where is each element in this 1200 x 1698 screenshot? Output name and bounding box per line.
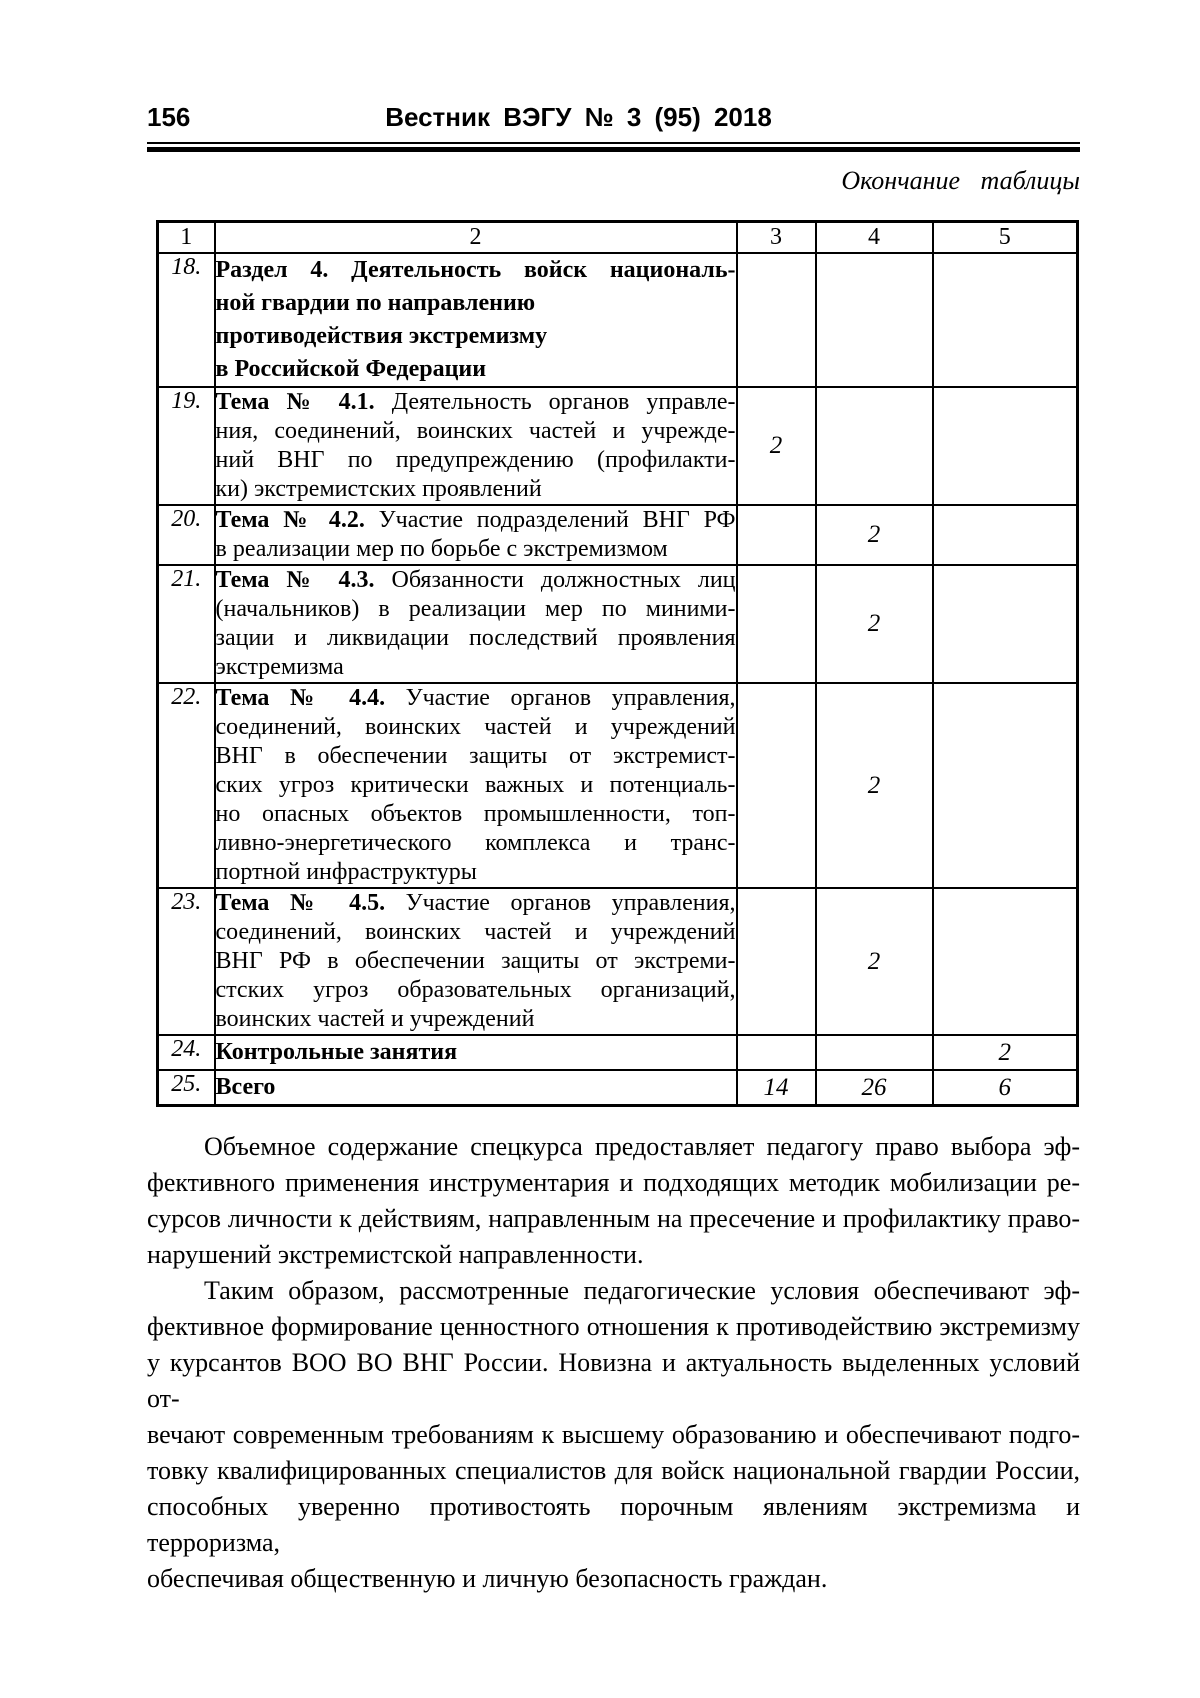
text-line: ВНГ РФ в обеспечении защиты от экстреми- <box>215 948 736 974</box>
page-content <box>147 100 1080 1597</box>
text-line: нарушений экстремистской направленности. <box>147 1240 644 1269</box>
text-line: Тема № 4.5. Участие органов управления, <box>215 890 736 916</box>
text-line: сурсов личности к действиям, направленным на пресечение и профилактику право- <box>147 1204 1080 1233</box>
text-line: противодействия экстремизму <box>215 323 548 349</box>
row-number-cell: 20. <box>158 505 215 565</box>
text-line: Тема № 4.1. Деятельность органов управле- <box>215 389 736 415</box>
text-line: в реализации мер по борьбе с экстремизмом <box>215 536 668 562</box>
hours-cell <box>737 683 816 888</box>
text-line: ки) экстремистских проявлений <box>215 476 542 502</box>
hours-cell <box>737 888 816 1035</box>
table-caption: Окончание таблицы <box>841 166 1080 195</box>
article-body <box>147 1129 1080 1597</box>
hours-cell <box>737 253 816 387</box>
hours-cell: 2 <box>816 565 933 683</box>
topic-cell <box>215 387 737 505</box>
hours-cell <box>816 253 933 387</box>
topic-cell <box>215 565 737 683</box>
table-row <box>158 888 1078 1035</box>
table-body <box>158 253 1078 1106</box>
text-line: соединений, воинских частей и учреждений <box>215 714 736 740</box>
text-line: ния, соединений, воинских частей и учрежде- <box>215 418 736 444</box>
running-head <box>147 100 1080 140</box>
text-line: Тема № 4.4. Участие органов управления, <box>215 685 736 711</box>
text-line: Тема № 4.2. Участие подразделений ВНГ РФ <box>215 507 736 533</box>
hours-cell <box>933 888 1078 1035</box>
curriculum-table <box>156 220 1079 1107</box>
hours-cell <box>816 387 933 505</box>
hours-cell: 2 <box>816 683 933 888</box>
text-line: ливно-энергетического комплекса и транс- <box>215 830 736 856</box>
hours-cell <box>933 505 1078 565</box>
text-line: фективного применения инструментария и подходящих методик мобилизации ре- <box>147 1168 1080 1197</box>
hours-cell <box>737 1035 816 1070</box>
table-row <box>158 565 1078 683</box>
row-number-cell: 23. <box>158 888 215 1035</box>
hours-cell: 2 <box>816 888 933 1035</box>
text-line: Всего <box>215 1074 276 1100</box>
column-header-3: 3 <box>737 222 816 254</box>
text-line: ских угроз критически важных и потенциаль- <box>215 772 736 798</box>
hours-cell: 26 <box>816 1070 933 1106</box>
text-line: стских угроз образовательных организаций, <box>215 977 736 1003</box>
topic-cell <box>215 253 737 387</box>
text-line: соединений, воинских частей и учреждений <box>215 919 736 945</box>
hours-cell: 2 <box>737 387 816 505</box>
text-line: воинских частей и учреждений <box>215 1006 535 1032</box>
text-line: фективное формирование ценностного отношения к противодействию экстремизму <box>147 1312 1080 1341</box>
text-line: Объемное содержание спецкурса предоставляет педагогу право выбора эф- <box>204 1132 1080 1161</box>
topic-cell <box>215 505 737 565</box>
paragraph <box>147 1129 1080 1273</box>
double-rule-divider <box>147 142 1080 152</box>
row-number-cell: 24. <box>158 1035 215 1070</box>
text-line: способных уверенно противостоять порочным явлениям экстремизма и терроризма, <box>147 1492 1080 1557</box>
row-number-cell: 22. <box>158 683 215 888</box>
text-line: в Российской Федерации <box>215 356 487 382</box>
hours-cell: 2 <box>933 1035 1078 1070</box>
topic-cell <box>215 1035 737 1070</box>
row-number-cell: 21. <box>158 565 215 683</box>
text-line: товку квалифицированных специалистов для войск национальной гвардии России, <box>147 1456 1080 1485</box>
text-line: у курсантов ВОО ВО ВНГ России. Новизна и актуальность выделенных условий от- <box>147 1348 1080 1413</box>
text-line: Контрольные занятия <box>215 1039 458 1065</box>
column-header-5: 5 <box>933 222 1078 254</box>
hours-cell <box>816 1035 933 1070</box>
table-row <box>158 387 1078 505</box>
hours-cell: 2 <box>816 505 933 565</box>
hours-cell: 14 <box>737 1070 816 1106</box>
row-number-cell: 19. <box>158 387 215 505</box>
text-line: обеспечивая общественную и личную безопасность граждан. <box>147 1564 828 1593</box>
row-number-cell: 25. <box>158 1070 215 1106</box>
hours-cell <box>933 565 1078 683</box>
topic-cell <box>215 888 737 1035</box>
text-line: ний ВНГ по предупреждению (профилакти- <box>215 447 736 473</box>
text-line: (начальников) в реализации мер по миними- <box>215 596 736 622</box>
table-row <box>158 505 1078 565</box>
text-line: Раздел 4. Деятельность войск националь- <box>215 257 736 283</box>
hours-cell <box>933 253 1078 387</box>
table-row <box>158 1070 1078 1106</box>
column-header-2: 2 <box>215 222 737 254</box>
hours-cell <box>737 505 816 565</box>
table-row <box>158 253 1078 387</box>
text-line: ВНГ в обеспечении защиты от экстремист- <box>215 743 736 769</box>
text-line: но опасных объектов промышленности, топ- <box>215 801 736 827</box>
hours-cell: 6 <box>933 1070 1078 1106</box>
topic-cell <box>215 683 737 888</box>
text-line: Тема № 4.3. Обязанности должностных лиц <box>215 567 736 593</box>
text-line: портной инфраструктуры <box>215 859 477 885</box>
table-header-row <box>158 222 1078 254</box>
text-line: ной гвардии по направлению <box>215 290 536 316</box>
text-line: зации и ликвидации последствий проявления <box>215 625 736 651</box>
paragraph <box>147 1273 1080 1597</box>
hours-cell <box>933 387 1078 505</box>
text-line: вечают современным требованиям к высшему образованию и обеспечивают подго- <box>147 1420 1080 1449</box>
column-header-1: 1 <box>158 222 215 254</box>
hours-cell <box>933 683 1078 888</box>
column-header-4: 4 <box>816 222 933 254</box>
row-number-cell: 18. <box>158 253 215 387</box>
hours-cell <box>737 565 816 683</box>
text-line: экстремизма <box>215 654 344 680</box>
topic-cell <box>215 1070 737 1106</box>
table-row <box>158 1035 1078 1070</box>
journal-title: Вестник ВЭГУ № 3 (95) 2018 <box>385 102 772 132</box>
text-line: Таким образом, рассмотренные педагогические условия обеспечивают эф- <box>204 1276 1080 1305</box>
page-number: 156 <box>147 102 191 132</box>
table-row <box>158 683 1078 888</box>
